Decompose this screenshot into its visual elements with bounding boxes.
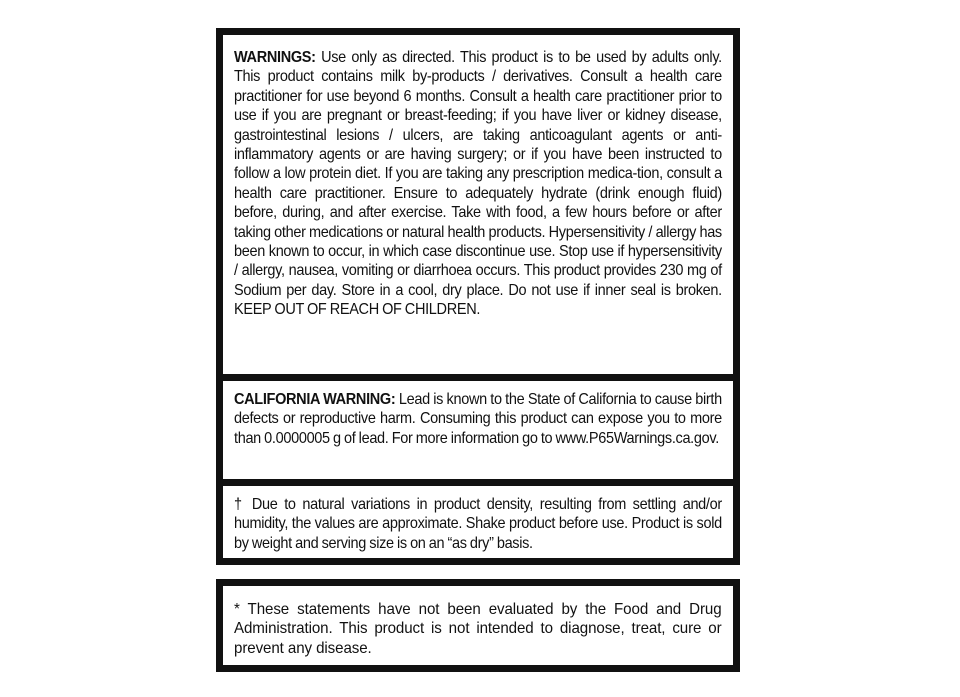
california-warning-section [223,390,733,448]
california-heading: CALIFORNIA WARNING: [234,391,396,408]
fda-disclaimer-section [223,600,733,658]
warnings-section [223,48,733,320]
fda-disclaimer-panel [216,579,740,672]
warnings-text: Use only as directed. This product is to be used by adults only. This product contains milk by-products / derivatives. Consult a health care practitioner for use beyond 6 months. Consult a health care practitioner prior to use if you are pregnant or breast-feeding; if you have liver or kidney disease, gastrointestinal lesions / ulcers, are taking anticoagulant agents or anti-inflammatory agents or are having surgery; or if you have been instructed to follow a low protein diet. If you are taking any prescription medica-tion, consult a health care practitioner. Ensure to adequately hydrate (drink enough fluid) before, during, and after exercise. Take with food, a few hours before or after taking other medications or natural health products. Hypersensitivity / allergy has been known to occur, in which case discontinue use. Stop use if hypersensitivity / allergy, nausea, vomiting or diarrhoea occurs. This product provides 230 mg of Sodium per day. Store in a cool, dry place. Do not use if inner seal is broken. KEEP OUT OF REACH OF CHILDREN. [234,49,722,319]
section-divider [223,374,733,381]
warnings-panel [216,28,740,565]
section-divider [223,479,733,486]
warnings-heading: WARNINGS: [234,49,316,66]
california-paragraph [234,390,722,448]
density-note-section [223,495,733,553]
california-text: Lead is known to the State of California to cause birth defects or reproductive harm. Consuming this product can expose you to more than 0.0000005 g of lead. For more information go to www.P65Warnings.ca.gov. [234,391,722,447]
warnings-paragraph [234,48,722,320]
fda-disclaimer-text: * These statements have not been evaluated by the Food and Drug Administration. This product is not intended to diagnose, treat, cure or prevent any disease. [234,601,722,657]
density-note-text: † Due to natural variations in product density, resulting from settling and/or humidity, the values are approximate. Shake product before use. Product is sold by weight and serving size is on an “as dry” basis. [234,496,722,552]
